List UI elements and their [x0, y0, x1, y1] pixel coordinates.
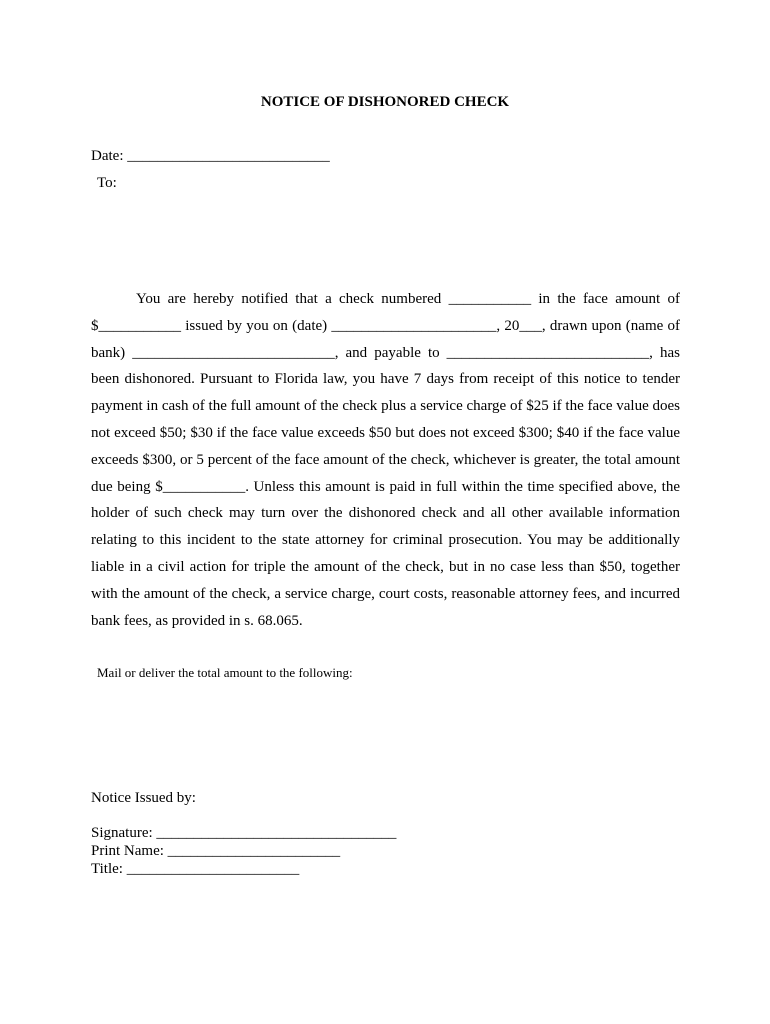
mail-instruction: Mail or deliver the total amount to the following:	[97, 665, 353, 680]
date-field-line: Date: ___________________________	[91, 148, 330, 164]
document-title: NOTICE OF DISHONORED CHECK	[260, 94, 510, 110]
title-field-line: Title: _______________________	[91, 861, 300, 877]
notice-issued-by-label: Notice Issued by:	[91, 790, 196, 806]
print-name-field-line: Print Name: _______________________	[91, 843, 341, 859]
signature-field-line: Signature: ________________________________	[91, 825, 397, 841]
notice-body-paragraph: You are hereby notified that a check numbered ___________ in the face amount of $___________ issued by you on (date) ______________________, 20___, drawn upon (name of bank) ___________________________, and payable to ___________________________, has been dishonored. Pursuant to Florida law, you have 7 days from receipt of this notice to tender payment in cash of the full amount of the check plus a service charge of $25 if the face value does not exceed $50; $30 if the face value exceeds $50 but does not exceed $300; $40 if the face value exceeds $300, or 5 percent of the face amount of the check, whichever is greater, the total amount due being $___________. Unless this amount is paid in full within the time specified above, the holder of such check may turn over the dishonored check and all other available information relating to this incident to the state attorney for criminal prosecution. You may be additionally liable in a civil action for triple the amount of the check, but in no case less than $50, together with the amount of the check, a service charge, court costs, reasonable attorney fees, and incurred bank fees, as provided in s. 68.065.	[91, 291, 680, 629]
to-label: To:	[97, 175, 117, 191]
